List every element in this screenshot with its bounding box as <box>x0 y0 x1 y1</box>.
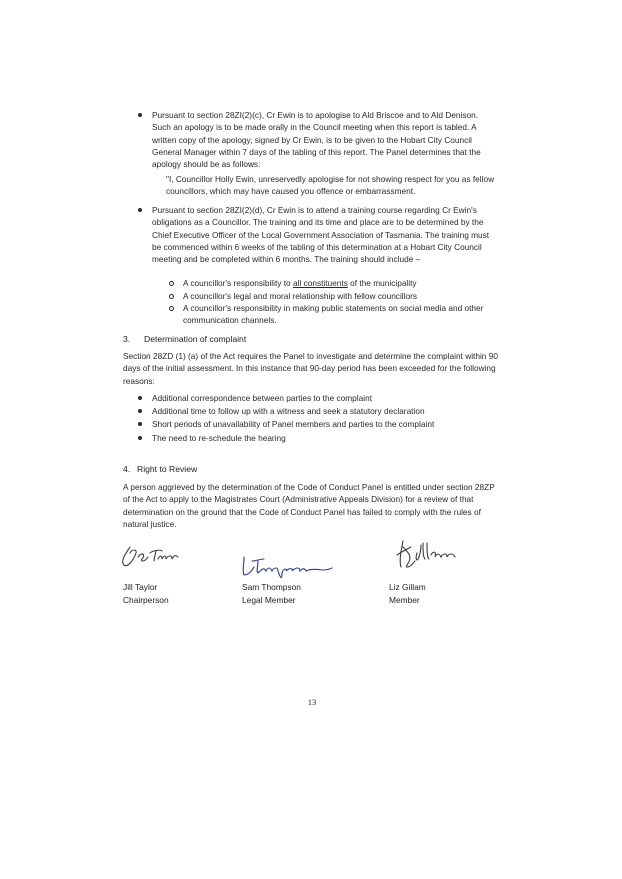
bullet-dot <box>138 436 142 440</box>
section-title: Determination of complaint <box>144 334 247 344</box>
hollow-bullet-icon <box>169 306 174 311</box>
training-subitem <box>183 290 503 302</box>
bullet-dot <box>138 409 142 413</box>
signatory-block <box>242 581 362 606</box>
training-subitem-text: A councillor's responsibility in making public statements on social media and other communication channels. <box>183 303 484 326</box>
signatory-block <box>389 581 499 606</box>
signatory-role: Member <box>389 594 420 605</box>
section-3-heading <box>123 333 246 345</box>
signatory-name: Liz Gillam <box>389 582 426 592</box>
signature-sam-thompson <box>238 553 334 583</box>
section-number: 3. <box>123 334 131 344</box>
training-subitem-underlined: all constituents <box>292 278 348 288</box>
section-3-paragraph <box>123 350 503 387</box>
signatory-name: Sam Thompson <box>242 582 301 592</box>
reason-item <box>152 405 502 417</box>
reason-item <box>152 418 502 430</box>
training-subitem-text-after: of the municipality <box>347 278 417 288</box>
section-number: 4. <box>123 464 131 474</box>
training-subitem <box>183 277 503 289</box>
hollow-bullet-icon <box>169 294 174 299</box>
bullet-training-text: Pursuant to section 28ZI(2)(d), Cr Ewin is to attend a training course regarding Cr Ewin's obligations as a Councillor. The training and its time and place are to be determined by the Chief Executive Officer of the Local Government Association of Tasmania. The training must be commenced within 6 weeks of the tabling of this determination at a Hobart City Council meeting and be completed within 6 months. The training should include – <box>152 205 490 265</box>
reason-text: Additional correspondence between parties to the complaint <box>152 393 373 403</box>
reason-item <box>152 432 502 444</box>
bullet-apology-text: Pursuant to section 28ZI(2)(c), Cr Ewin is to apologise to Ald Briscoe and to Ald Denison. Such an apology is to be made orally in the Council meeting when this report is tabled. A written copy of the apology, signed by Cr Ewin, is to be given to the Hobart City Council General Manager within 7 days of the tabling of this report. The Panel determines that the apology should be as follows: <box>152 110 481 170</box>
bullet-dot <box>138 113 142 117</box>
signature-liz-gillam <box>393 537 463 573</box>
section-4-paragraph <box>123 481 503 530</box>
hollow-bullet-icon <box>169 281 174 286</box>
reason-text: Short periods of unavailability of Panel members and parties to the complaint <box>152 419 435 429</box>
reason-text: The need to re-schedule the hearing <box>152 433 286 443</box>
training-subitem <box>183 302 503 327</box>
bullet-dot <box>138 396 142 400</box>
signature-jill-taylor <box>116 541 192 571</box>
page-number: 13 <box>307 697 317 707</box>
bullet-apology <box>152 109 492 170</box>
section-3-paragraph-text: Section 28ZD (1) (a) of the Act requires the Panel to investigate and determine the complaint within 90 days of the initial assessment. In this instance that 90-day period has been exceeded for the following reasons: <box>123 351 498 386</box>
reason-text: Additional time to follow up with a witness and seek a statutory declaration <box>152 406 425 416</box>
section-4-heading <box>123 463 197 475</box>
signatory-role: Legal Member <box>242 594 296 605</box>
signature-stroke <box>243 557 332 577</box>
apology-quote-text: "I, Councillor Holly Ewin, unreservedly apologise for not showing respect for you as fellow councillors, which may have caused you offence or embarrassment. <box>166 174 495 197</box>
signature-stroke <box>123 547 178 566</box>
apology-quote <box>166 173 496 198</box>
section-4-paragraph-text: A person aggrieved by the determination of the Code of Conduct Panel is entitled under section 28ZP of the Act to apply to the Magistrates Court (Administrative Appeals Division) for a review of that determination on the ground that the Code of Conduct Panel has failed to comply with the rules of natural justice. <box>123 482 495 529</box>
signatory-name: Jill Taylor <box>123 582 158 592</box>
training-subitem-text: A councillor's legal and moral relationship with fellow councillors <box>183 291 418 301</box>
reason-item <box>152 392 502 404</box>
bullet-dot <box>138 422 142 426</box>
signature-stroke <box>397 541 455 567</box>
bullet-dot <box>138 208 142 212</box>
signatory-role: Chairperson <box>123 594 169 605</box>
signatory-block <box>123 581 233 606</box>
section-title: Right to Review <box>137 464 198 474</box>
bullet-training <box>152 204 497 265</box>
training-subitem-text-before: A councillor's responsibility to <box>183 278 293 288</box>
